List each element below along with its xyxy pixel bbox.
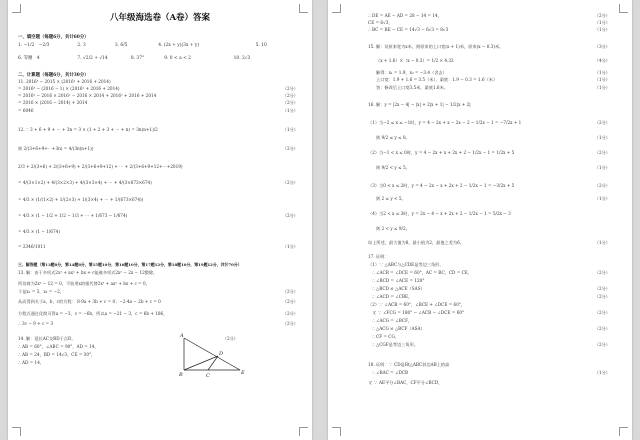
score-mark: （2分） [594,13,610,18]
vertex-label-d: D [219,351,224,357]
vertex-label-e: E [241,370,245,376]
answer-2: 2. 3 [77,43,86,48]
q17-line: ∴ ∠BCD = ∠ACE = 120° [372,278,425,283]
vertex-label-b: B [179,372,183,378]
score-mark: （2分） [282,146,298,151]
solution-line: 于是x₁ = 3，x₂ = −2， [18,289,65,294]
solution-line: ∴ AB = 60°，∠ABC = 90°，AD = 14， [18,344,99,349]
solution-line: ∴ AB = 24，BD = 14√3，CE = 30°， [18,352,96,357]
q16-line: 则 2 ≤ y < 5。 [376,196,406,201]
score-mark: （1分） [282,244,298,249]
score-mark: （2分） [282,100,298,105]
q17-line: ∴ △CGF是等边三角形。 [372,342,418,347]
answer-8: 8. 37° [130,56,145,61]
score-mark: （1分） [594,20,610,25]
score-mark: （1分） [594,135,610,140]
q18-line: 18. 证明：∵ CD是Rt△ABC斜边AB上的高 [368,362,450,367]
score-mark: （2分） [282,180,298,185]
score-mark: （1分） [594,370,610,375]
crop-mark [619,4,628,13]
answers-row-1 [18,42,267,48]
q16-line: 16. 解：y = |2x − 4| − |x| + 2|x + 1| − 1/2|x + 2| [368,102,471,107]
q17-line: ∴ △BCD ≌ △ACE（SAS） [372,286,425,291]
score-mark: （4分） [594,58,610,63]
calc-line: = 4/3 × (1/(1×2) + 1/(2×3) + 1/(3×4) + ⋯ + 1/(673×674)) [18,197,144,202]
q15-line: 上口宽：1.9 + 1.6 = 3.5（米），渠底：1.9 − 0.3 = 1.6（米） [376,77,498,82]
solution-line: ∴ AD = 14， [18,360,45,365]
q16-line: 则 9/2 < y ≤ 5。 [376,165,410,170]
q15-line: 解得：x₁ = 1.9，x₂ = −3.4（舍去） [376,70,447,75]
score-mark: （2分） [594,150,610,155]
calc-line: = 2016³ − 2016 × 2016² − 2016 × 2014 + 2016² + 2016 + 2014 [18,93,157,98]
score-mark: （2分） [594,183,610,188]
q17-line: ∴ ∠ACD = ∠CBE， [372,294,413,299]
answers-row-2 [18,55,250,61]
crop-mark [332,427,341,436]
answer-9: 9. 0 < a < 2 [164,56,191,61]
q17-line: （1）∵ △ABC与△CDE是等边三角形， [368,262,444,267]
score-mark: （2分） [282,311,298,316]
score-mark: （1分） [594,240,610,245]
score-mark: （1分） [594,196,610,201]
calc-line: = 4/(3×1×2) + 4/(3×2×3) + 4/(3×3×4) + ⋯ + 4/(3×673×674) [18,180,152,185]
solution-line: 14. 解：延长AC交BD于点D， [18,336,76,341]
score-mark: （2分） [594,294,610,299]
score-mark: （2分） [594,286,610,291]
q16-line: 综上所述，最大值为8，最小值为2，最值之差为6。 [368,240,464,245]
q17-line: 17. 证明： [368,254,389,259]
answer-6: 6. 等腰 4 [18,56,40,61]
q16-line: 则 2 < y ≤ 9/2。 [376,226,410,231]
q17-line: ∴ ∠ACG = ∠BCF， [372,318,413,323]
solution-line: 从而得到关于a，b，c的方程： 8·9a + 3b + c = 0；−2·4a − 2b + c = 0 [18,299,161,304]
score-mark: （2分） [282,299,298,304]
answer-4: 4. (2x + y)(3x + y) [158,43,200,48]
solution-line: ∴ BC = BE − CE = 14√3 − 6√3 = 8√3 [368,27,449,32]
vertex-label-c: C [206,373,210,378]
score-mark: （1分） [282,127,298,132]
solution-line: CE = 6√3， [368,20,393,25]
score-mark: （2分） [282,289,298,294]
answer-10: 10. 2√3 [233,56,251,61]
crop-mark [12,427,21,436]
q16-line: （1）当−2 ≤ x ≤ −1时，y = 4 − 2x + x − 2x − 2 − 1/2x − 1 = −7/2x + 1 [368,120,522,125]
score-mark: （2分） [594,310,610,315]
answer-3: 3. 6/5 [114,43,128,48]
calc-line: = 6046 [18,108,34,113]
q15-line: 15. 解：设原来宽为x米，则原来的上口宽(x + 1)米，原来(x − 0.3)米。 [368,44,504,49]
crop-mark [299,427,308,436]
score-mark: （2分） [594,270,610,275]
calc-line: 2/3 + 2/(3+6) + 2/(3+6+9) + 2/(3+6+9+12) + ⋯ + 2/(3+6+9+12+⋯+2019) [18,164,183,169]
q18-line: ∴ ∠BAC = ∠DCB [372,370,409,375]
q18-line: 又 ∵ AE平分∠BAC，CF平分∠BCD， [368,380,443,385]
score-mark: （1分） [594,165,610,170]
document-title: 八年级海选卷（A卷）答案 [109,13,211,23]
calc-line: = 2016³ − (2016 − 1) × (2016² + 2016 + 2014) [18,86,120,91]
calc-line: 11. 2016³ − 2015 × (2016² + 2016 + 2014) [18,79,111,84]
q16-line: （3）当0 < x ≤ 2时，y = 4 − 2x − x + 2x + 2 − 1/2x − 1 = −3/2x + 5 [368,183,515,188]
score-mark: （3分） [594,44,610,49]
section-heading-calculation: 二、计算题（每题6分，共计30分） [18,73,89,78]
solution-line: ∴ DE = AE − AD = 28 − 14 = 14， [368,13,442,18]
q17-line: ∴ ∠ACB = ∠DCE = 60°，AC = BC，CD = CE， [372,270,473,275]
crop-mark [332,4,341,13]
score-mark: （2分） [282,86,298,91]
score-mark: （2分） [594,342,610,347]
score-mark: （2分） [282,321,298,326]
left-page [8,0,312,440]
calc-line: = 4/3 × (1 − 1/2 + 1/2 − 1/3 + ⋯ + 1/673 − 1/674) [18,213,128,218]
answer-5: 5. 10 [255,43,267,48]
calc-line: = 2346/1011 [18,244,46,249]
calc-line: = 2016 × (2016 − 2014) + 2014 [18,100,88,105]
q15-line: （x + 1.6）×（x − 0.3）= 1/2 × 4.32 [376,58,454,63]
section-heading-solutions: 三、解答题（第13题8分，第14题8分，第15题10分，第16题10分，第17题12分，第18题10分，第19题12分，共计70分） [18,262,242,267]
score-mark: （1分） [594,70,610,75]
calc-line: 12. ∵ 3 + 6 + 9 + ⋯ + 3n = 3 × (1 + 2 + 3 + ⋯ + n) = 3n(n+1)/2 [18,127,158,132]
solution-line: 13. 解：由于多项式2x³ + ax² + bx + c能被多项式2x² − 2x − 12整除， [18,270,158,275]
solution-line: ∴ 3c − 9 + c = 3 [18,321,54,326]
vertex-label-a: A [180,333,184,339]
solution-line: 所设商为2x² − 12 = 0，不妨用x的根代替2x³ + ax² + bx + c = 0， [18,281,150,286]
score-mark: （2分） [594,120,610,125]
score-mark: （2分） [222,336,238,341]
score-mark: （2分） [594,326,610,331]
solution-line: 方程式通过化简可得a = −3，c = −6b，所以a = −21 − 3，c = 6b + 186， [18,311,168,316]
answer-7: 7. √2/2 + √14 [77,56,108,61]
score-mark: （2分） [282,93,298,98]
score-mark: （1分） [594,85,610,90]
q16-line: （2）当−1 < x ≤ 0时，y = 4 − 2x + x + 2x + 2 − 1/2x − 1 = 1/2x + 5 [368,150,515,155]
score-mark: （1分） [282,108,298,113]
q17-line: ∴ CF = CG， [372,334,400,339]
q16-line: （4）当2 < x ≤ 3时，y = 2x − 4 − x + 2x + 2 − 1/2x − 1 = 5/2x − 3 [368,211,511,216]
calc-line: = 4/3 × (1 − 1/674) [18,229,60,234]
section-heading-fill-in: 一、填空题（每题6分，共计60分） [18,35,89,40]
q17-line: ∴ △ACG ≌ △BCF（ASA） [372,326,425,331]
right-page [328,0,632,440]
triangle-diagram [178,332,248,378]
crop-mark [619,427,628,436]
q16-line: 则 9/2 ≤ y ≤ 8。 [376,135,410,140]
score-mark: （1分） [594,77,610,82]
score-mark: （1分） [594,27,610,32]
q17-line: （2）∵ ∠ACB = 60°，∠BCE + ∠DCE = 60°， [368,302,466,307]
answer-1: 1. −1/2 −2/3 [18,43,50,48]
q17-line: 又 ∵ ∠FCG = 180° − ∠ACB − ∠DCE = 60° [372,310,465,315]
q15-line: 答：修改后上口宽3.5米，渠底1.6米。 [376,85,448,90]
calc-line: 则 2/(3+6+9+⋯+3n) = 4/(3n(n+1)) [18,146,94,151]
score-mark: （2分） [282,213,298,218]
